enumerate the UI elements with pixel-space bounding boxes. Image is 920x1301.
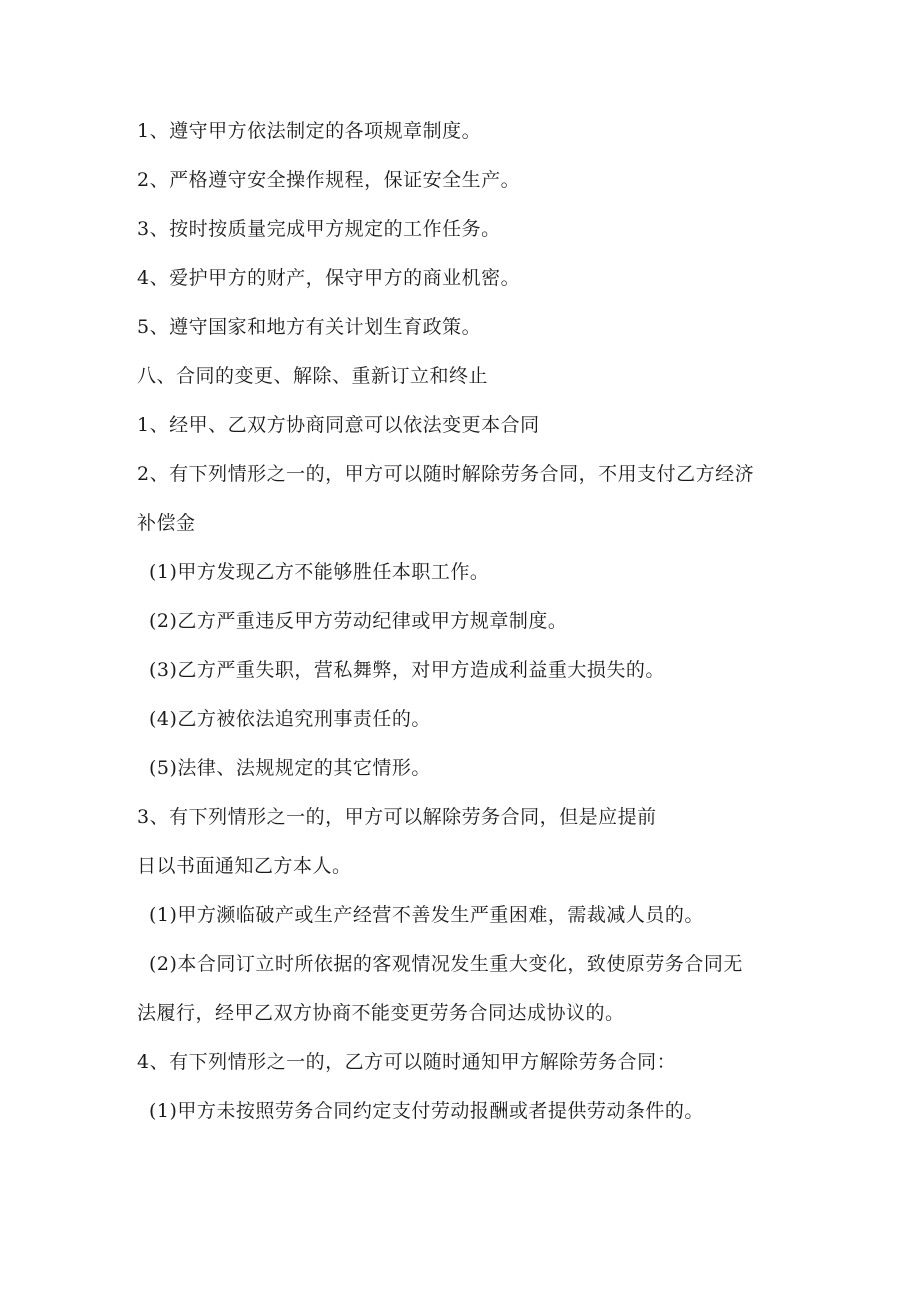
- text-line: 3、按时按质量完成甲方规定的工作任务。: [137, 218, 501, 240]
- text-line: 日以书面通知乙方本人。: [137, 855, 352, 877]
- text-line: 法履行，经甲乙双方协商不能变更劳务合同达成协议的。: [137, 1002, 625, 1024]
- text-line: 补偿金: [137, 512, 196, 534]
- text-line: 1、经甲、乙双方协商同意可以依法变更本合同: [137, 414, 540, 436]
- text-line: 4、爱护甲方的财产，保守甲方的商业机密。: [137, 267, 521, 289]
- text-line: 4、有下列情形之一的，乙方可以随时通知甲方解除劳务合同：: [137, 1051, 677, 1073]
- sub-item: (5)法律、法规规定的其它情形。: [149, 757, 431, 779]
- text-line: 2、有下列情形之一的，甲方可以随时解除劳务合同，不用支付乙方经济: [137, 463, 755, 485]
- text-line: 1、遵守甲方依法制定的各项规章制度。: [137, 120, 482, 142]
- sub-item: (4)乙方被依法追究刑事责任的。: [149, 708, 431, 730]
- sub-item: (1)甲方濒临破产或生产经营不善发生严重困难，需裁减人员的。: [149, 904, 704, 926]
- text-line: 5、遵守国家和地方有关计划生育政策。: [137, 316, 482, 338]
- text-line: 2、严格遵守安全操作规程，保证安全生产。: [137, 169, 521, 191]
- document-body: [137, 114, 787, 1143]
- text-line: 3、有下列情形之一的，甲方可以解除劳务合同，但是应提前: [137, 806, 657, 828]
- sub-item: (1)甲方未按照劳务合同约定支付劳动报酬或者提供劳动条件的。: [149, 1100, 704, 1122]
- sub-item: (2)乙方严重违反甲方劳动纪律或甲方规章制度。: [149, 610, 568, 632]
- section-heading: 八、合同的变更、解除、重新订立和终止: [137, 365, 489, 387]
- sub-item: (2)本合同订立时所依据的客观情况发生重大变化，致使原劳务合同无: [149, 953, 743, 975]
- sub-item: (3)乙方严重失职，营私舞弊，对甲方造成利益重大损失的。: [149, 659, 665, 681]
- sub-item: (1)甲方发现乙方不能够胜任本职工作。: [149, 561, 490, 583]
